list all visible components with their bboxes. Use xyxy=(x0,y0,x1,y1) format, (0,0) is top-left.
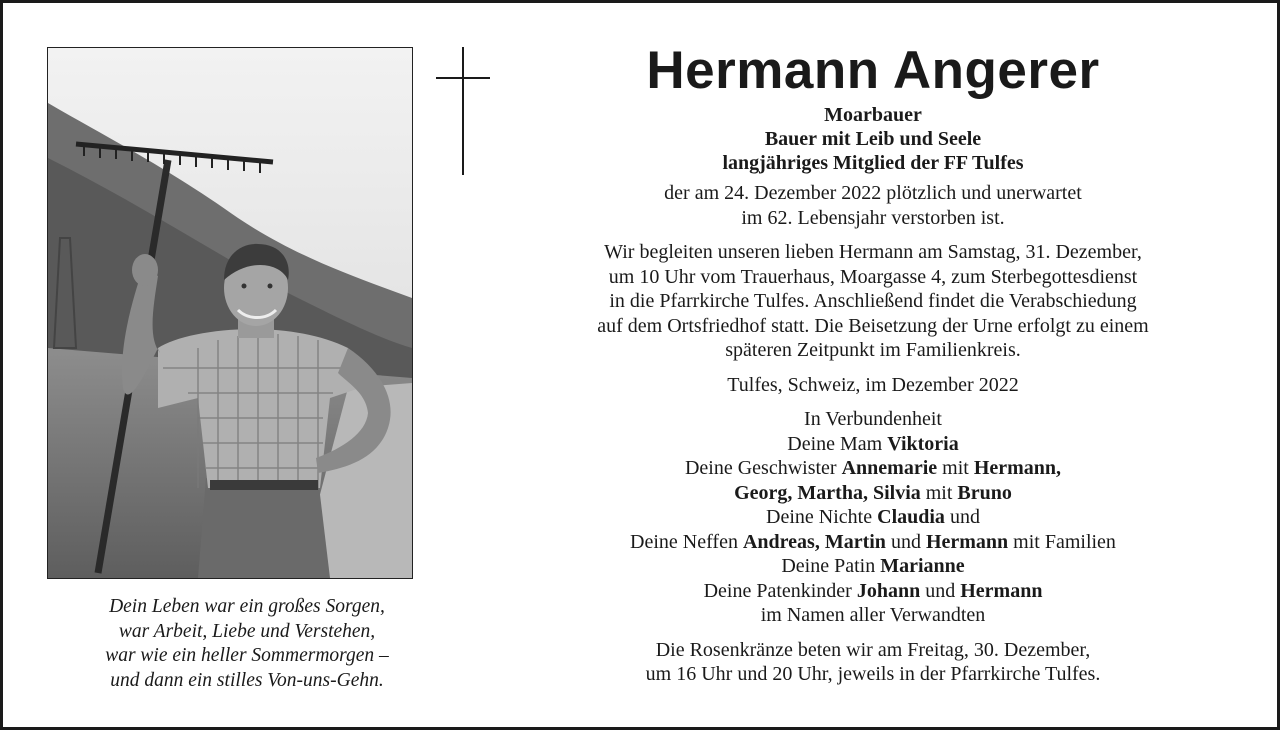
funeral-details xyxy=(523,240,1223,363)
poem-line: war wie ein heller Sommermorgen – xyxy=(105,645,389,666)
subtitle-line: langjähriges Mitglied der FF Tulfes xyxy=(722,152,1024,174)
funeral-line: späteren Zeitpunkt im Familienkreis. xyxy=(725,339,1021,361)
mourner-line-mother: Deine Mam Viktoria xyxy=(787,432,959,455)
mourner-line-nephews: Deine Neffen Andreas, Martin und Hermann mit Familien xyxy=(630,530,1116,553)
deceased-name: Hermann Angerer xyxy=(646,41,1100,100)
death-notice-line: im 62. Lebensjahr verstorben ist. xyxy=(741,206,1005,229)
portrait-photo xyxy=(47,47,413,579)
subtitle-line: Moarbauer xyxy=(824,104,922,126)
poem-line: war Arbeit, Liebe und Verstehen, xyxy=(118,620,376,642)
death-notice xyxy=(523,181,1223,230)
funeral-line: Wir begleiten unseren lieben Hermann am Samstag, 31. Dezember, xyxy=(604,241,1142,263)
mourner-line-siblings: Deine Geschwister Annemarie mit Hermann, xyxy=(684,457,1062,479)
rosary-line: um 16 Uhr und 20 Uhr, jeweils in der Pfarrkirche Tulfes. xyxy=(645,663,1101,685)
mourners-intro: In Verbundenheit xyxy=(804,408,942,430)
poem-line: und dann ein stilles Von-uns-Gehn. xyxy=(110,669,384,691)
funeral-line: auf dem Ortsfriedhof statt. Die Beisetzung der Urne erfolgt zu einem xyxy=(597,314,1149,337)
portrait-illustration xyxy=(48,48,412,578)
mourner-line-siblings-2: Georg, Martha, Silvia mit Bruno xyxy=(734,481,1012,504)
rosary-line: Die Rosenkränze beten wir am Freitag, 30. Dezember, xyxy=(655,638,1091,661)
death-notice-line: der am 24. Dezember 2022 plötzlich und unerwartet xyxy=(664,182,1082,204)
rosary-details xyxy=(523,638,1223,687)
mourners-list xyxy=(523,407,1223,628)
mourner-line-relatives: im Namen aller Verwandten xyxy=(760,604,986,626)
funeral-line: um 10 Uhr vom Trauerhaus, Moargasse 4, zum Sterbegottesdienst xyxy=(608,265,1138,288)
poem-line: Dein Leben war ein großes Sorgen, xyxy=(109,596,385,617)
funeral-line: in die Pfarrkirche Tulfes. Anschließend findet die Verabschiedung xyxy=(609,290,1137,312)
obituary-text xyxy=(523,39,1223,687)
cross-icon xyxy=(433,47,493,177)
subtitle-line: Bauer mit Leib und Seele xyxy=(764,128,982,150)
mourner-line-godmother: Deine Patin Marianne xyxy=(781,555,965,577)
mourner-line-niece: Deine Nichte Claudia und xyxy=(766,506,980,528)
mourner-line-godchildren: Deine Patenkinder Johann und Hermann xyxy=(703,579,1043,602)
memorial-poem xyxy=(23,595,471,693)
place-date: Tulfes, Schweiz, im Dezember 2022 xyxy=(727,373,1019,396)
